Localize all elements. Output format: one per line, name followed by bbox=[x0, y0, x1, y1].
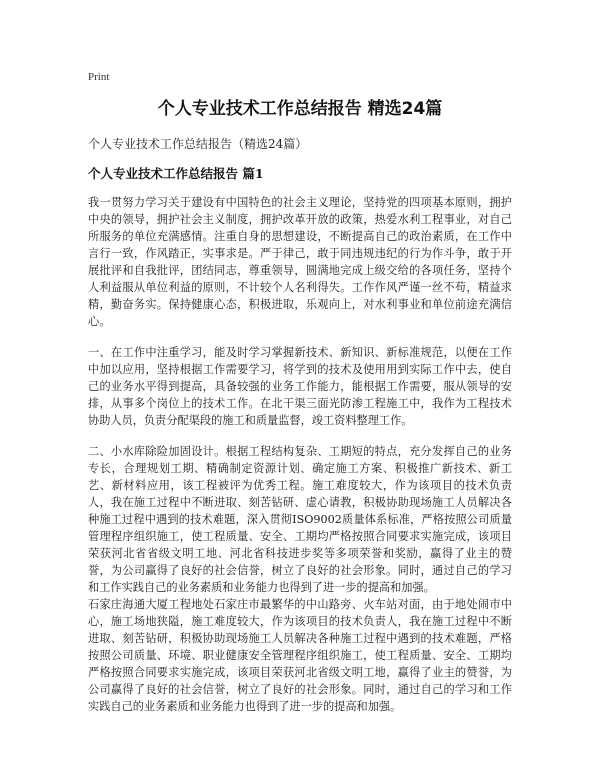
paragraph-haitong-project: 石家庄海通大厦工程地处石家庄市最繁华的中山路旁、火车站对面，由于地处闹市中心，施工场地狭隘，施工难度较大，作为该项目的技术负责人，我在施工过程中不断进取、刻苦钻研，积极协助现场施工人员解决各种施工过程中遇到的技术难题，严格按照公司质量、环境、职业健康安全管理程序组织施工，使工程质量、安全、工期均严格按照合同要求实施完成，该项目荣获河北省级文明工地，赢得了业主的赞誉，为公司赢得了良好的社会信誉，树立了良好的社会形象。同时，通过自己的学习和工作实践自己的业务素质和业务能力也得到了进一步的提高和加强。 bbox=[88, 598, 512, 713]
paragraph-section-one: 一、在工作中注重学习，能及时学习掌握新技术、新知识、新标准规范，以便在工作中加以应用，坚持根据工作需要学习，将学到的技术及使用用到实际工作中去，使自己的业务水平得到提高，具备较强的业务工作能力，能根据工作需要，服从领导的安排，从事多个岗位上的技术工作。在北干渠三面光防渗工程施工中，我作为工程技术协助人员，负责分配渠段的施工和质量监督，竣工资料整理工作。 bbox=[88, 346, 512, 427]
section-heading: 个人专业技术工作总结报告 篇1 bbox=[88, 166, 264, 181]
print-label: Print bbox=[88, 71, 110, 83]
document-subtitle: 个人专业技术工作总结报告（精选24篇） bbox=[88, 137, 308, 151]
paragraph-section-two: 二、小水库除险加固设计。根据工程结构复杂、工期短的特点，充分发挥自己的业务专长，合理规划工期、精确制定资源计划、确定施工方案、积极推广新技术、新工艺、新材料应用，该工程被评为优秀工程。施工难度较大，作为该项目的技术负责人，我在施工过程中不断进取、刻苦钻研、虚心请教，积极协助现场施工人员解决各种施工过程中遇到的技术难题，深入贯彻ISO9002质量体系标准，严格按照公司质量管理程序组织施工，使工程质量、安全、工期均严格按照合同要求实施完成，该项目荣获河北省省级文明工地、河北省科技进步奖等多项荣誉和奖励，赢得了业主的赞誉，为公司赢得了良好的社会信誉，树立了良好的社会形象。同时，通过自己的学习和工作实践自己的业务素质和业务能力也得到了进一步的提高和加强。 bbox=[88, 445, 512, 594]
paragraph-intro: 我一贯努力学习关于建设有中国特色的社会主义理论，坚持党的四项基本原则，拥护中央的领导，拥护社会主义制度，拥护改革开放的政策，热爱水利工程事业，对自己所服务的单位充满感情。注重自身的思想建设，不断提高自己的政治素质，在工作中言行一致，作风踏正，实事求是。严于律己，敢于同违规违纪的行为作斗争，敢于开展批评和自我批评，团结同志，尊重领导，圆满地完成上级交给的各项任务，坚持个人利益服从单位利益的原则，不计较个人名利得失。工作作风严谨一丝不苟，精益求精，勤奋务实。保持健康心态，积极进取，乐观向上，对水利事业和单位前途充满信心。 bbox=[88, 196, 512, 328]
document-title: 个人专业技术工作总结报告 精选24篇 bbox=[157, 99, 443, 119]
